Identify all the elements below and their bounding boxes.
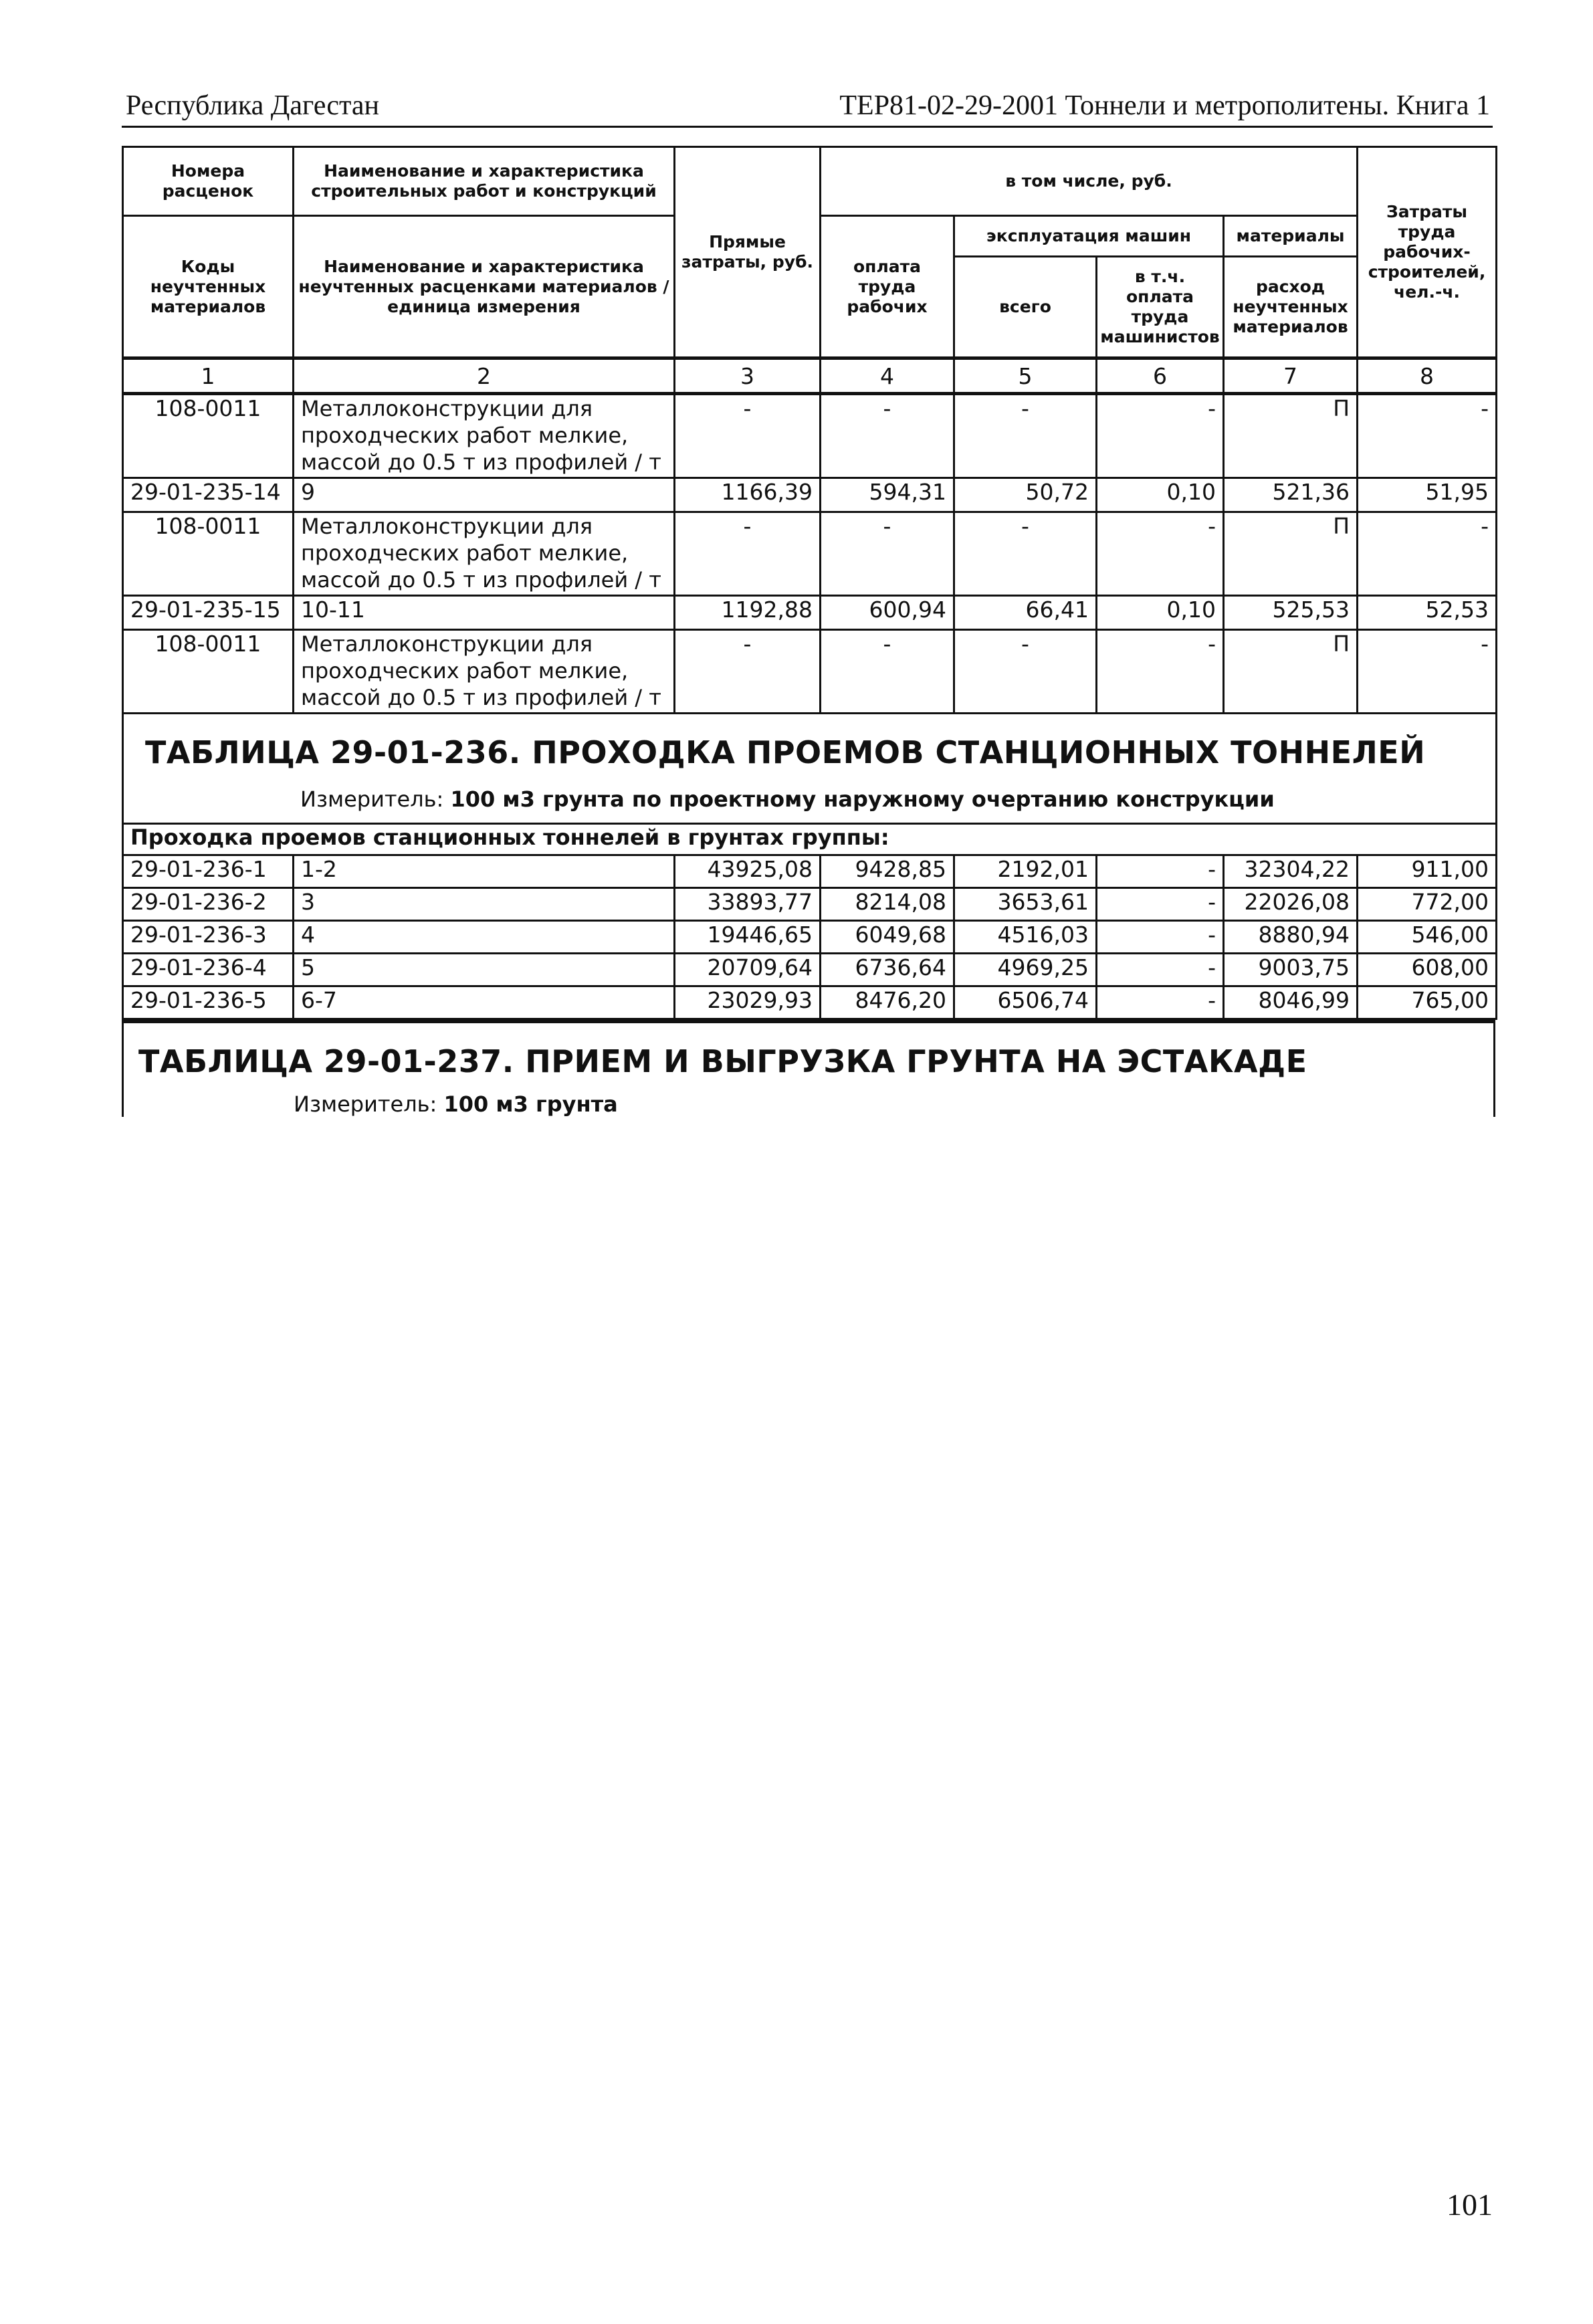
col-number: 4 (821, 358, 954, 394)
rate-name: 3 (294, 888, 675, 921)
including-header: в том числе, руб. (821, 147, 1358, 216)
dash-cell: - (675, 630, 821, 714)
header-document-title: ТЕР81-02-29-2001 Тоннели и метрополитены. Книга 1 (839, 90, 1490, 121)
value-cell: - (1097, 888, 1224, 921)
material-code: 108-0011 (123, 512, 294, 596)
rate-name: 9 (294, 478, 675, 512)
rate-row (123, 954, 1497, 986)
table-237-meter (124, 1087, 1493, 1118)
page-number: 101 (1447, 2188, 1493, 2222)
p-mark: П (1224, 512, 1358, 596)
value-cell: - (1097, 954, 1224, 986)
col-number: 1 (123, 358, 294, 394)
value-cell: 8476,20 (821, 986, 954, 1019)
meter-label: Измеритель: (300, 786, 444, 812)
col2-bottom-header: Наименование и характеристика неучтенных расценками материалов / единица измерения (294, 216, 675, 358)
value-cell: 23029,93 (675, 986, 821, 1019)
machines-header: эксплуатация машин (954, 216, 1224, 257)
value-cell: 1192,88 (675, 596, 821, 630)
dash-cell: - (821, 630, 954, 714)
value-cell: 8046,99 (1224, 986, 1358, 1019)
rate-name: 6-7 (294, 986, 675, 1019)
material-row (123, 512, 1497, 596)
rate-code: 29-01-236-2 (123, 888, 294, 921)
value-cell: 772,00 (1358, 888, 1497, 921)
value-cell: 4516,03 (954, 921, 1097, 954)
value-cell: 43925,08 (675, 855, 821, 888)
rate-code: 29-01-236-5 (123, 986, 294, 1019)
value-cell: 52,53 (1358, 596, 1497, 630)
material-description: Металлоконструкции для проходческих работ мелкие, массой до 0.5 т из профилей / т (294, 394, 675, 478)
rate-code: 29-01-236-3 (123, 921, 294, 954)
material-row (123, 394, 1497, 478)
col-number: 8 (1358, 358, 1497, 394)
value-cell: 50,72 (954, 478, 1097, 512)
material-row (123, 630, 1497, 714)
dash-cell: - (1358, 630, 1497, 714)
rate-row (123, 478, 1497, 512)
rate-name: 4 (294, 921, 675, 954)
column-numbers-row (123, 358, 1497, 394)
value-cell: 66,41 (954, 596, 1097, 630)
meter-label: Измеритель: (294, 1091, 437, 1117)
col2-top-header: Наименование и характеристика строительных работ и конструкций (294, 147, 675, 216)
material-code: 108-0011 (123, 394, 294, 478)
table-236-title-row (123, 714, 1497, 824)
header-region: Республика Дагестан (126, 90, 380, 121)
col-number: 2 (294, 358, 675, 394)
dash-cell: - (1097, 630, 1224, 714)
value-cell: 9428,85 (821, 855, 954, 888)
value-cell: 608,00 (1358, 954, 1497, 986)
value-cell: 8880,94 (1224, 921, 1358, 954)
dash-cell: - (1358, 512, 1497, 596)
rate-row (123, 596, 1497, 630)
value-cell: 6736,64 (821, 954, 954, 986)
col4-header: оплата труда рабочих (821, 216, 954, 358)
table-236-subheading-row (123, 824, 1497, 855)
meter-value: 100 м3 грунта (443, 1091, 618, 1117)
value-cell: 32304,22 (1224, 855, 1358, 888)
p-mark: П (1224, 394, 1358, 478)
running-header (122, 88, 1493, 128)
col-number: 7 (1224, 358, 1358, 394)
materials-header: материалы (1224, 216, 1358, 257)
material-description: Металлоконструкции для проходческих работ мелкие, массой до 0.5 т из профилей / т (294, 630, 675, 714)
dash-cell: - (1358, 394, 1497, 478)
dash-cell: - (954, 394, 1097, 478)
table-237-title: ТАБЛИЦА 29-01-237. ПРИЕМ И ВЫГРУЗКА ГРУНТА НА ЭСТАКАДЕ (138, 1043, 1307, 1079)
dash-cell: - (954, 630, 1097, 714)
rate-row (123, 888, 1497, 921)
col-number: 5 (954, 358, 1097, 394)
value-cell: 2192,01 (954, 855, 1097, 888)
value-cell: 9003,75 (1224, 954, 1358, 986)
value-cell: 911,00 (1358, 855, 1497, 888)
meter-value: 100 м3 грунта по проектному наружному очертанию конструкции (450, 786, 1275, 812)
col6-header: в т.ч. оплата труда машинистов (1097, 257, 1224, 358)
value-cell: 8214,08 (821, 888, 954, 921)
value-cell: 525,53 (1224, 596, 1358, 630)
dash-cell: - (821, 394, 954, 478)
col1-top-header: Номера расценок (123, 147, 294, 216)
dash-cell: - (821, 512, 954, 596)
value-cell: - (1097, 921, 1224, 954)
value-cell: 3653,61 (954, 888, 1097, 921)
rates-table (122, 146, 1497, 1020)
rate-code: 29-01-236-4 (123, 954, 294, 986)
dash-cell: - (675, 394, 821, 478)
rate-row (123, 986, 1497, 1019)
value-cell: 521,36 (1224, 478, 1358, 512)
col5-header: всего (954, 257, 1097, 358)
col-number: 3 (675, 358, 821, 394)
value-cell: 600,94 (821, 596, 954, 630)
table-236-title: ТАБЛИЦА 29-01-236. ПРОХОДКА ПРОЕМОВ СТАНЦИОННЫХ ТОННЕЛЕЙ (145, 734, 1426, 770)
rate-name: 1-2 (294, 855, 675, 888)
value-cell: 6506,74 (954, 986, 1097, 1019)
rate-code: 29-01-235-14 (123, 478, 294, 512)
value-cell: 33893,77 (675, 888, 821, 921)
material-description: Металлоконструкции для проходческих работ мелкие, массой до 0.5 т из профилей / т (294, 512, 675, 596)
value-cell: 22026,08 (1224, 888, 1358, 921)
material-code: 108-0011 (123, 630, 294, 714)
value-cell: 594,31 (821, 478, 954, 512)
value-cell: 546,00 (1358, 921, 1497, 954)
dash-cell: - (954, 512, 1097, 596)
table-236-meter (130, 782, 1489, 823)
rate-code: 29-01-235-15 (123, 596, 294, 630)
value-cell: 765,00 (1358, 986, 1497, 1019)
value-cell: 6049,68 (821, 921, 954, 954)
header-row-1 (123, 147, 1497, 216)
col-number: 6 (1097, 358, 1224, 394)
rate-name: 10-11 (294, 596, 675, 630)
value-cell: 1166,39 (675, 478, 821, 512)
rate-name: 5 (294, 954, 675, 986)
value-cell: 51,95 (1358, 478, 1497, 512)
col3-header: Прямые затраты, руб. (675, 147, 821, 358)
rate-row (123, 855, 1497, 888)
col1-bottom-header: Коды неучтенных материалов (123, 216, 294, 358)
col7-header: расход неучтенных материалов (1224, 257, 1358, 358)
p-mark: П (1224, 630, 1358, 714)
value-cell: 4969,25 (954, 954, 1097, 986)
value-cell: - (1097, 986, 1224, 1019)
table-237-block (122, 1020, 1495, 1117)
rate-code: 29-01-236-1 (123, 855, 294, 888)
col8-header: Затраты труда рабочих-строителей, чел.-ч. (1358, 147, 1497, 358)
value-cell: 0,10 (1097, 596, 1224, 630)
value-cell: 0,10 (1097, 478, 1224, 512)
dash-cell: - (1097, 512, 1224, 596)
value-cell: - (1097, 855, 1224, 888)
value-cell: 19446,65 (675, 921, 821, 954)
dash-cell: - (675, 512, 821, 596)
value-cell: 20709,64 (675, 954, 821, 986)
table-236-subheading: Проходка проемов станционных тоннелей в грунтах группы: (123, 824, 1497, 855)
rate-row (123, 921, 1497, 954)
dash-cell: - (1097, 394, 1224, 478)
